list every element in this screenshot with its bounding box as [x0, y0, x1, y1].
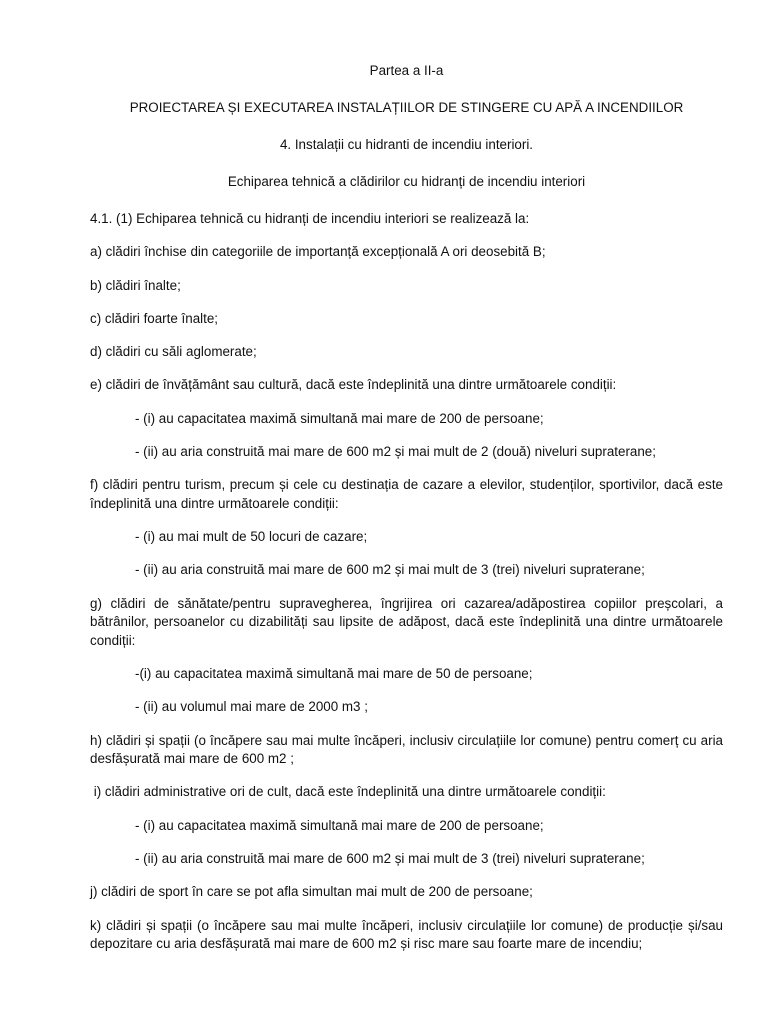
- item-b: b) clădiri înalte;: [90, 277, 181, 293]
- document-page: [90, 62, 723, 968]
- item-i-sub-ii: - (ii) au aria construită mai mare de 600 m2 și mai mult de 3 (trei) niveluri supraterane;: [135, 851, 645, 867]
- item-e: e) clădiri de învățământ sau cultură, dacă este îndeplinită una dintre următoarele condiții:: [90, 377, 617, 393]
- item-e-sub-ii: - (ii) au aria construită mai mare de 600 m2 și mai mult de 2 (două) niveluri supraterane;: [135, 444, 656, 460]
- item-g: g) clădiri de sănătate/pentru supravegherea, îngrijirea ori cazarea/adăpostirea copiilor preșcolari, a bătrânilor, persoanelor cu dizabilități sau lipsite de adăpost, dacă este îndeplinită una dintre următoarele condiții:: [90, 595, 723, 648]
- item-e-sub-i: - (i) au capacitatea maximă simultană mai mare de 200 de persoane;: [135, 410, 544, 426]
- item-a: a) clădiri închise din categoriile de importanță excepțională A ori deosebită B;: [90, 244, 546, 260]
- item-f: f) clădiri pentru turism, precum și cele cu destinația de cazare a elevilor, studenților, sportivilor, dacă este îndeplinită una dintre următoarele condiții:: [90, 477, 723, 511]
- chapter-heading: 4. Instalații cu hidranti de incendiu interiori.: [279, 137, 534, 152]
- item-g-sub-i: -(i) au capacitatea maximă simultană mai mare de 50 de persoane;: [135, 666, 533, 682]
- item-c: c) clădiri foarte înalte;: [90, 310, 219, 326]
- item-h: h) clădiri și spații (o încăpere sau mai multe încăperi, inclusiv circulațiile lor comune) pentru comerț cu aria desfășurată mai mare de 600 m2 ;: [90, 732, 723, 767]
- item-f-sub-i: - (i) au mai mult de 50 locuri de cazare;: [135, 529, 368, 545]
- item-k: k) clădiri și spații (o încăpere sau mai multe încăperi, inclusiv circulațiile lor comune) de producție și/sau depozitare cu aria desfășurată mai mare de 600 m2 și risc mare sau foarte mare de incendiu;: [90, 917, 723, 952]
- item-i: i) clădiri administrative ori de cult, dacă este îndeplinită una dintre următoarele condiții:: [90, 784, 606, 800]
- section-heading: Echiparea tehnică a clădirilor cu hidranți de incendiu interiori: [227, 174, 586, 189]
- item-j: j) clădiri de sport în care se pot afla simultan mai mult de 200 de persoane;: [90, 884, 533, 900]
- item-g-sub-ii: - (ii) au volumul mai mare de 2000 m3 ;: [135, 699, 368, 715]
- item-f-sub-ii: - (ii) au aria construită mai mare de 600 m2 și mai mult de 3 (trei) niveluri supraterane;: [135, 562, 645, 578]
- document-title: PROIECTAREA ȘI EXECUTAREA INSTALAȚIILOR DE STINGERE CU APĂ A INCENDIILOR: [129, 100, 684, 115]
- article-intro: 4.1. (1) Echiparea tehnică cu hidranți de incendiu interiori se realizează la:: [90, 211, 530, 226]
- item-d: d) clădiri cu săli aglomerate;: [90, 344, 257, 360]
- item-i-sub-i: - (i) au capacitatea maximă simultană mai mare de 200 de persoane;: [135, 817, 544, 833]
- part-heading: Partea a II-a: [369, 63, 444, 78]
